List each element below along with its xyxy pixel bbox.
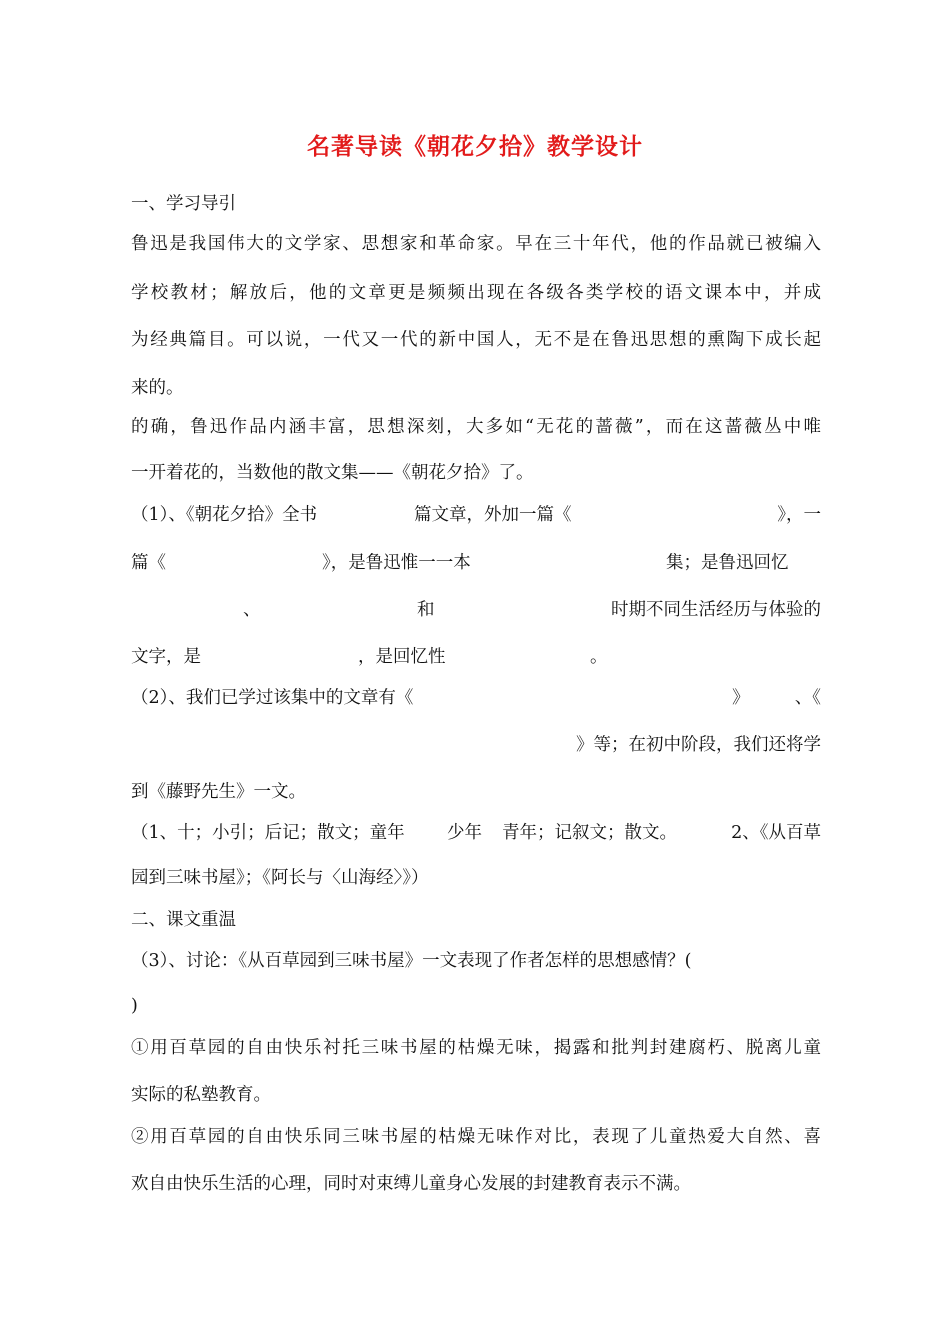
q1-part-f: 集；是鲁迅回忆	[666, 553, 789, 573]
q1-part-a: （1）、《朝花夕拾》全书	[131, 505, 318, 525]
option-2-line: ②用百草园的自由快乐同三味书屋的枯燥无味作对比，表现了儿童热爱大自然、喜	[131, 1127, 821, 1147]
q3-line-2: )	[131, 996, 138, 1016]
q1-part-d: 篇《	[131, 553, 166, 573]
paragraph-line: 为经典篇目。可以说，一代又一代的新中国人，无不是在鲁迅思想的熏陶下成长起	[131, 330, 821, 350]
q1-part-b: 篇文章，外加一篇《	[414, 505, 572, 525]
q2-part-e: 到《藤野先生》一文。	[131, 782, 306, 802]
q1-part-e: 》，是鲁迅惟一一本	[322, 553, 471, 573]
q1-part-c: 》，一	[777, 505, 821, 525]
section-heading-2: 二、课文重温	[131, 910, 236, 930]
q1-part-i: 时期不同生活经历与体验的	[611, 600, 821, 620]
answer-part-c: 青年；记叙文；散文。	[502, 823, 677, 843]
paragraph-line: 的确，鲁迅作品内涵丰富，思想深刻，大多如“无花的蔷薇”，而在这蔷薇丛中唯	[131, 417, 821, 437]
q2-part-d: 》等；在初中阶段，我们还将学	[576, 735, 821, 755]
q1-part-l: 。	[590, 647, 608, 667]
q2-part-a: （2）、我们已学过该集中的文章有《	[131, 688, 414, 708]
q1-part-h: 和	[417, 600, 435, 620]
option-1-line: 实际的私塾教育。	[131, 1085, 271, 1105]
q1-part-k: ，是回忆性	[358, 647, 446, 667]
paragraph-line: 学校教材；解放后，他的文章更是频频出现在各级各类学校的语文课本中，并成	[131, 283, 821, 303]
answer-part-b: 少年	[447, 823, 482, 843]
answer-part-d: 2、《从百草	[731, 823, 821, 843]
section-heading-1: 一、学习导引	[131, 194, 236, 214]
page-title: 名著导读《朝花夕拾》教学设计	[307, 134, 643, 160]
paragraph-line: 来的。	[131, 378, 184, 398]
paragraph-line: 鲁迅是我国伟大的文学家、思想家和革命家。早在三十年代，他的作品就已被编入	[131, 234, 821, 254]
paragraph-line: 一开着花的，当数他的散文集——《朝花夕拾》了。	[131, 463, 534, 483]
answer-part-a: （1、十；小引；后记；散文；童年	[131, 823, 405, 843]
q1-part-g: 、	[243, 600, 261, 620]
option-1-line: ①用百草园的自由快乐衬托三味书屋的枯燥无味，揭露和批判封建腐朽、脱离儿童	[131, 1038, 821, 1058]
q1-part-j: 文字，是	[131, 647, 201, 667]
option-2-line: 欢自由快乐生活的心理，同时对束缚儿童身心发展的封建教育表示不满。	[131, 1174, 691, 1194]
q2-part-c: 、《	[794, 688, 821, 708]
q3-line-1: （3）、讨论：《从百草园到三味书屋》一文表现了作者怎样的思想感情？(	[131, 951, 692, 971]
q2-part-b: 》	[732, 688, 750, 708]
answer-part-e: 园到三味书屋》；《阿长与〈山海经〉》）	[131, 868, 429, 888]
